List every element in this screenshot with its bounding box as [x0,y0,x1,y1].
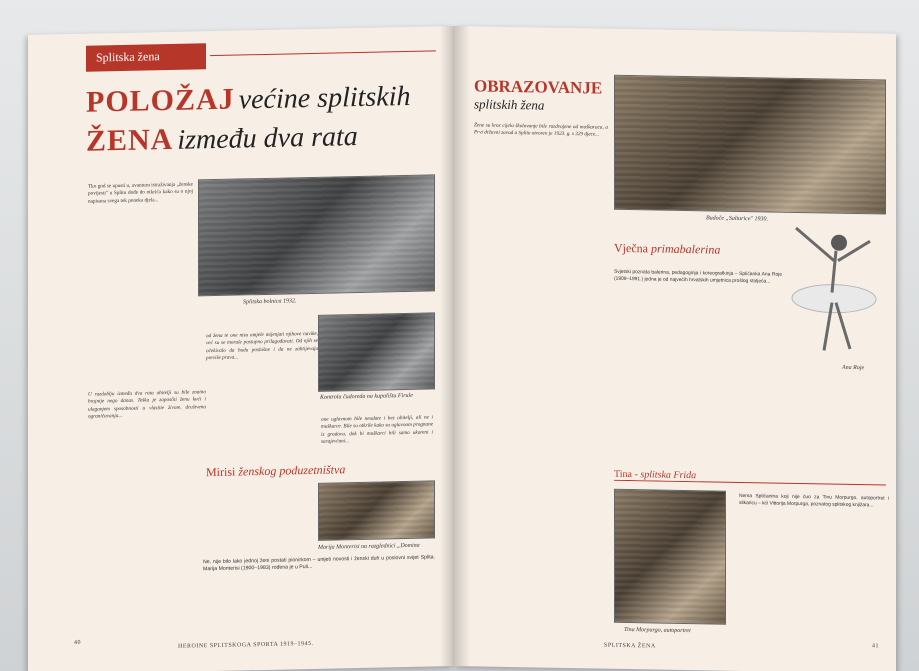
headline [86,79,416,164]
education-head [474,76,614,114]
intro-text: Tko god se upusti u, avanturu istraživanja „ženske povijesti" u Splitu dođe do otkrića kako su o njoj napisana svega tek poneka djela... [88,181,193,205]
education-text: Žene su kroz cijelo školovanje bile razdvojene od muškaraca, a Prvi državni zavod u Splitu otvoren je 1923. g. s 329 djece... [474,122,608,138]
ballerina-text: Svjetski poznata balerina, pedagoginja i koreografkinja – Splićanka Ana Roje (1909–1991.) jedna je od najvećih hrvatskih umjetnica prošlog stoljeća... [614,269,782,285]
beach-photo [318,312,435,391]
education-title: OBRAZOVANJE [474,76,603,98]
dancer-caption: Ana Roje [842,364,865,372]
dancer-illustration [784,220,879,362]
perfume-text: Ne, nije bilo lako jednoj ženi postati pionirkom – unijeti novosti i ženski duh u poslovni svijet Splita. Marija Monterisi (1900–1983) rođena je u Puli... [203,554,435,573]
right-page [454,26,896,671]
tina-text: Nema Splićanina koji nije čuo za Tinu Morpurgo, autoportret i slikaricu – kći Vittorija Morpurga, poznatog splitskog knjižara... [739,493,889,509]
postcard-caption: Marija Monterisi na razglednici „Domina [318,542,420,551]
hospital-caption: Splitska bolnica 1932. [243,298,297,306]
headline-red-2: ŽENA [86,122,174,158]
magazine-spread [28,26,896,666]
tina-rule [614,480,886,486]
salturice-caption: Budoče „Salturice" 1930. [706,215,769,223]
left-footer: HEROINE SPLITSKOGA SPORTA 1919–1945. [178,640,314,650]
section-rule [210,50,436,56]
postcard-photo [318,480,435,540]
tina-caption: Tina Morpurgo, autoportret [624,626,691,635]
beach-caption: Kontrola čudoreda na kupalištu Firule [320,392,413,401]
left-column-3: one uglavnom bile neudate i bez obitelji, ali ne i muškarce. Bile su otkrile kako su uglavnom prognane iz gradova, dok bi muškarci bili samo ukoreni i sarajevčani... [321,414,433,446]
right-footer: SPLITSKA ŽENA [604,642,656,650]
headline-black-2: između dva rata [177,121,358,156]
left-column-1: U razdoblju između dva rata obitelji su bile znatno brojnije nego danas. Teška je zaposliti ženu kući i ulaganjem sposobnosti u vlastite živote, društvena ograničavanja... [88,389,206,420]
section-tag: Splitska žena [86,43,206,72]
hospital-photo [198,174,435,296]
salturice-photo [614,75,886,215]
right-page-number: 41 [872,643,879,650]
left-column-2: od žena te one nisu umjele mijenjati njihove navike, već su se morale postupno prilagođavati. Od njih se očekivalo da budu poslušne i da ne zahtijevaju previše prava... [206,330,318,362]
left-page [28,26,454,671]
education-subtitle: splitskih žena [474,96,545,113]
headline-black-1: većine splitskih [238,80,411,116]
tina-portrait [614,489,726,625]
perfume-subhead: Mirisi ženskog poduzetništva [206,462,346,480]
headline-red-1: POLOŽAJ [86,82,235,119]
tina-subhead: Tina - splitska Frida [614,469,700,482]
left-page-number: 40 [74,639,81,646]
ballerina-subhead: Vječna primabalerina [614,240,721,257]
